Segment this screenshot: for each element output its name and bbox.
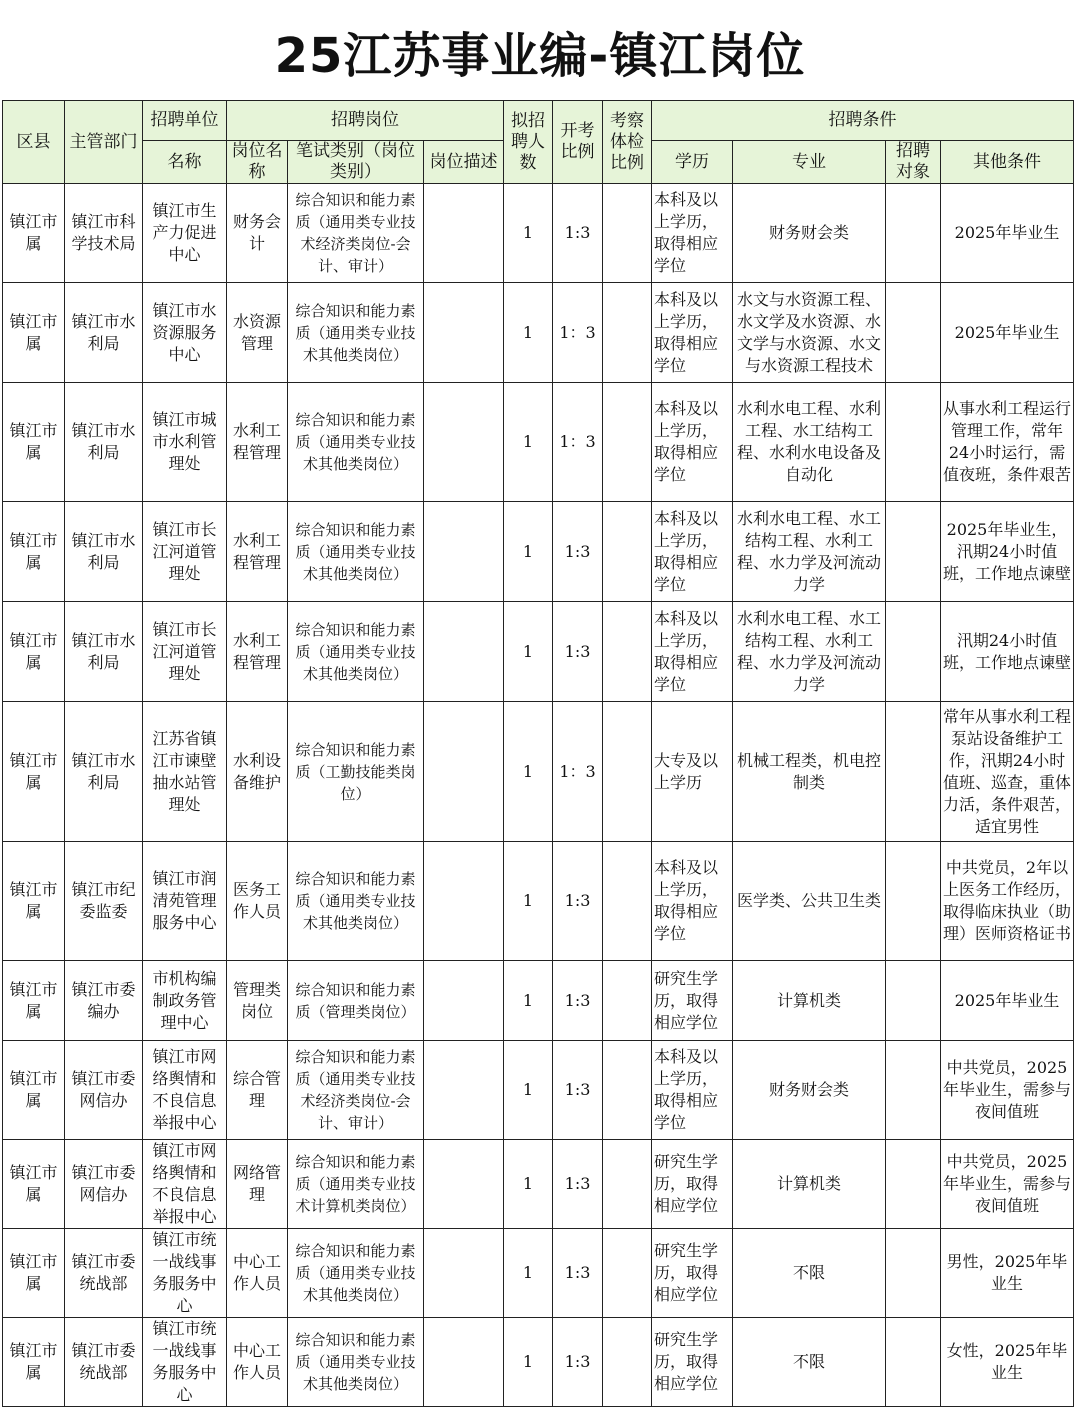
table-row [3,283,1074,383]
cell-education: 本科及以上学历，取得相应学位 [652,602,733,702]
table-header [3,101,1074,184]
cell-district: 镇江市属 [3,283,65,383]
table-row [3,961,1074,1041]
cell-education: 本科及以上学历，取得相应学位 [652,842,733,961]
cell-post: 水利工程管理 [227,383,288,502]
cell-dept: 镇江市委网信办 [65,1140,143,1229]
cell-dept: 镇江市委统战部 [65,1229,143,1318]
cell-target [886,1041,941,1140]
cell-unit: 镇江市生产力促进中心 [143,184,227,283]
cell-education: 研究生学历，取得相应学位 [652,1229,733,1318]
cell-district: 镇江市属 [3,602,65,702]
cell-dept: 镇江市水利局 [65,502,143,602]
header-target: 招聘对象 [886,141,941,184]
cell-education: 研究生学历，取得相应学位 [652,1140,733,1229]
header-major: 专业 [733,141,886,184]
cell-target [886,961,941,1041]
cell-unit: 镇江市水资源服务中心 [143,283,227,383]
table-row [3,1140,1074,1229]
cell-major: 机械工程类，机电控制类 [733,702,886,842]
cell-district: 镇江市属 [3,1140,65,1229]
cell-exam: 综合知识和能力素质（工勤技能类岗位） [288,702,424,842]
header-planned: 拟招聘人数 [504,101,553,184]
cell-exam: 综合知识和能力素质（通用类专业技术其他类岗位） [288,383,424,502]
header-ratio: 开考比例 [553,101,603,184]
cell-health-ratio [603,1318,652,1407]
cell-health-ratio [603,602,652,702]
cell-health-ratio [603,283,652,383]
table-row [3,502,1074,602]
cell-major: 水利水电工程、水利工程、水工结构工程、水利水电设备及自动化 [733,383,886,502]
cell-planned: 1 [504,702,553,842]
cell-exam: 综合知识和能力素质（通用类专业技术其他类岗位） [288,842,424,961]
cell-exam: 综合知识和能力素质（通用类专业技术其他类岗位） [288,283,424,383]
cell-health-ratio [603,1140,652,1229]
cell-other: 2025年毕业生 [941,961,1074,1041]
cell-unit: 市机构编制政务管理中心 [143,961,227,1041]
cell-planned: 1 [504,1318,553,1407]
cell-post: 财务会计 [227,184,288,283]
cell-post: 医务工作人员 [227,842,288,961]
cell-planned: 1 [504,961,553,1041]
cell-dept: 镇江市水利局 [65,602,143,702]
cell-dept: 镇江市委编办 [65,961,143,1041]
cell-desc [424,842,504,961]
header-other: 其他条件 [941,141,1074,184]
cell-unit: 镇江市长江河道管理处 [143,502,227,602]
cell-district: 镇江市属 [3,1041,65,1140]
cell-major: 计算机类 [733,961,886,1041]
cell-post: 网络管理 [227,1140,288,1229]
cell-planned: 1 [504,383,553,502]
cell-ratio: 1：3 [553,283,603,383]
cell-dept: 镇江市科学技术局 [65,184,143,283]
cell-target [886,842,941,961]
cell-exam: 综合知识和能力素质（通用类专业技术其他类岗位） [288,602,424,702]
cell-target [886,502,941,602]
cell-target [886,383,941,502]
cell-ratio: 1:3 [553,842,603,961]
cell-post: 综合管理 [227,1041,288,1140]
header-post-desc: 岗位描述 [424,141,504,184]
header-health-ratio: 考察体检比例 [603,101,652,184]
cell-desc [424,283,504,383]
cell-ratio: 1:3 [553,961,603,1041]
cell-exam: 综合知识和能力素质（通用类专业技术其他类岗位） [288,1318,424,1407]
header-district: 区县 [3,101,65,184]
cell-education: 本科及以上学历，取得相应学位 [652,383,733,502]
cell-ratio: 1:3 [553,1229,603,1318]
cell-unit: 镇江市城市水利管理处 [143,383,227,502]
table-body [3,184,1074,1407]
header-dept: 主管部门 [65,101,143,184]
cell-ratio: 1:3 [553,502,603,602]
cell-post: 水利工程管理 [227,502,288,602]
cell-other: 2025年毕业生 [941,283,1074,383]
cell-other: 中共党员，2025年毕业生，需参与夜间值班 [941,1140,1074,1229]
cell-health-ratio [603,1229,652,1318]
cell-major: 医学类、公共卫生类 [733,842,886,961]
cell-target [886,1140,941,1229]
cell-major: 水利水电工程、水工结构工程、水利工程、水力学及河流动力学 [733,502,886,602]
cell-major: 财务财会类 [733,184,886,283]
cell-other: 女性，2025年毕业生 [941,1318,1074,1407]
cell-post: 水利设备维护 [227,702,288,842]
cell-target [886,702,941,842]
table-row [3,1318,1074,1407]
cell-education: 大专及以上学历 [652,702,733,842]
cell-desc [424,1229,504,1318]
cell-major: 计算机类 [733,1140,886,1229]
cell-planned: 1 [504,1140,553,1229]
cell-post: 水资源管理 [227,283,288,383]
cell-district: 镇江市属 [3,842,65,961]
cell-district: 镇江市属 [3,383,65,502]
cell-education: 研究生学历，取得相应学位 [652,961,733,1041]
header-unit-group: 招聘单位 [143,101,227,141]
cell-health-ratio [603,961,652,1041]
cell-unit: 镇江市网络舆情和不良信息举报中心 [143,1140,227,1229]
table-row [3,842,1074,961]
table-row [3,1041,1074,1140]
cell-district: 镇江市属 [3,1318,65,1407]
cell-target [886,184,941,283]
cell-planned: 1 [504,283,553,383]
cell-unit: 江苏省镇江市谏壁抽水站管理处 [143,702,227,842]
cell-district: 镇江市属 [3,961,65,1041]
cell-planned: 1 [504,1041,553,1140]
cell-planned: 1 [504,602,553,702]
cell-planned: 1 [504,842,553,961]
cell-major: 水文与水资源工程、水文学及水资源、水文学与水资源、水文与水资源工程技术 [733,283,886,383]
cell-ratio: 1:3 [553,184,603,283]
table-row [3,184,1074,283]
cell-post: 中心工作人员 [227,1229,288,1318]
table-row [3,1229,1074,1318]
cell-planned: 1 [504,1229,553,1318]
cell-desc [424,383,504,502]
cell-target [886,1318,941,1407]
cell-other: 2025年毕业生，汛期24小时值班，工作地点谏壁 [941,502,1074,602]
cell-district: 镇江市属 [3,184,65,283]
cell-other: 汛期24小时值班，工作地点谏壁 [941,602,1074,702]
cell-major: 不限 [733,1229,886,1318]
cell-district: 镇江市属 [3,702,65,842]
cell-major: 财务财会类 [733,1041,886,1140]
cell-dept: 镇江市水利局 [65,283,143,383]
cell-post: 水利工程管理 [227,602,288,702]
cell-desc [424,602,504,702]
cell-other: 从事水利工程运行管理工作，常年24小时运行，需值夜班，条件艰苦 [941,383,1074,502]
cell-desc [424,961,504,1041]
cell-dept: 镇江市纪委监委 [65,842,143,961]
cell-unit: 镇江市网络舆情和不良信息举报中心 [143,1041,227,1140]
cell-health-ratio [603,184,652,283]
cell-district: 镇江市属 [3,502,65,602]
cell-ratio: 1:3 [553,1041,603,1140]
cell-post: 管理类岗位 [227,961,288,1041]
cell-dept: 镇江市委统战部 [65,1318,143,1407]
cell-ratio: 1:3 [553,602,603,702]
cell-unit: 镇江市统一战线事务服务中心 [143,1229,227,1318]
cell-unit: 镇江市长江河道管理处 [143,602,227,702]
cell-health-ratio [603,842,652,961]
cell-major: 不限 [733,1318,886,1407]
cell-exam: 综合知识和能力素质（管理类岗位） [288,961,424,1041]
table-row [3,602,1074,702]
cell-dept: 镇江市水利局 [65,383,143,502]
header-unit-name: 名称 [143,141,227,184]
page-title: 25江苏事业编-镇江岗位 [274,28,806,84]
cell-exam: 综合知识和能力素质（通用类专业技术其他类岗位） [288,502,424,602]
cell-desc [424,184,504,283]
cell-health-ratio [603,702,652,842]
header-education: 学历 [652,141,733,184]
cell-desc [424,502,504,602]
cell-exam: 综合知识和能力素质（通用类专业技术其他类岗位） [288,1229,424,1318]
header-post-group: 招聘岗位 [227,101,504,141]
cell-health-ratio [603,383,652,502]
cell-target [886,602,941,702]
cell-other: 中共党员，2025年毕业生，需参与夜间值班 [941,1041,1074,1140]
table-row [3,702,1074,842]
cell-target [886,283,941,383]
cell-other: 男性，2025年毕业生 [941,1229,1074,1318]
cell-health-ratio [603,502,652,602]
cell-education: 本科及以上学历，取得相应学位 [652,502,733,602]
cell-health-ratio [603,1041,652,1140]
cell-district: 镇江市属 [3,1229,65,1318]
cell-exam: 综合知识和能力素质（通用类专业技术经济类岗位-会计、审计） [288,184,424,283]
cell-dept: 镇江市水利局 [65,702,143,842]
cell-ratio: 1：3 [553,702,603,842]
cell-education: 本科及以上学历，取得相应学位 [652,184,733,283]
header-exam-type: 笔试类别（岗位类别） [288,141,424,184]
cell-other: 2025年毕业生 [941,184,1074,283]
cell-exam: 综合知识和能力素质（通用类专业技术经济类岗位-会计、审计） [288,1041,424,1140]
cell-planned: 1 [504,184,553,283]
cell-other: 常年从事水利工程泵站设备维护工作，汛期24小时值班、巡查，重体力活，条件艰苦，适宜男性 [941,702,1074,842]
cell-unit: 镇江市统一战线事务服务中心 [143,1318,227,1407]
header-post-name: 岗位名称 [227,141,288,184]
cell-planned: 1 [504,502,553,602]
cell-desc [424,1318,504,1407]
recruitment-table [2,100,1074,1407]
cell-ratio: 1:3 [553,1318,603,1407]
cell-other: 中共党员，2年以上医务工作经历，取得临床执业（助理）医师资格证书 [941,842,1074,961]
cell-dept: 镇江市委网信办 [65,1041,143,1140]
cell-education: 本科及以上学历，取得相应学位 [652,283,733,383]
header-cond-group: 招聘条件 [652,101,1074,141]
table-row [3,383,1074,502]
cell-desc [424,1140,504,1229]
cell-major: 水利水电工程、水工结构工程、水利工程、水力学及河流动力学 [733,602,886,702]
cell-desc [424,1041,504,1140]
cell-exam: 综合知识和能力素质（通用类专业技术计算机类岗位） [288,1140,424,1229]
cell-education: 研究生学历，取得相应学位 [652,1318,733,1407]
cell-target [886,1229,941,1318]
cell-desc [424,702,504,842]
cell-unit: 镇江市润清苑管理服务中心 [143,842,227,961]
cell-post: 中心工作人员 [227,1318,288,1407]
cell-education: 本科及以上学历，取得相应学位 [652,1041,733,1140]
cell-ratio: 1:3 [553,1140,603,1229]
cell-ratio: 1：3 [553,383,603,502]
